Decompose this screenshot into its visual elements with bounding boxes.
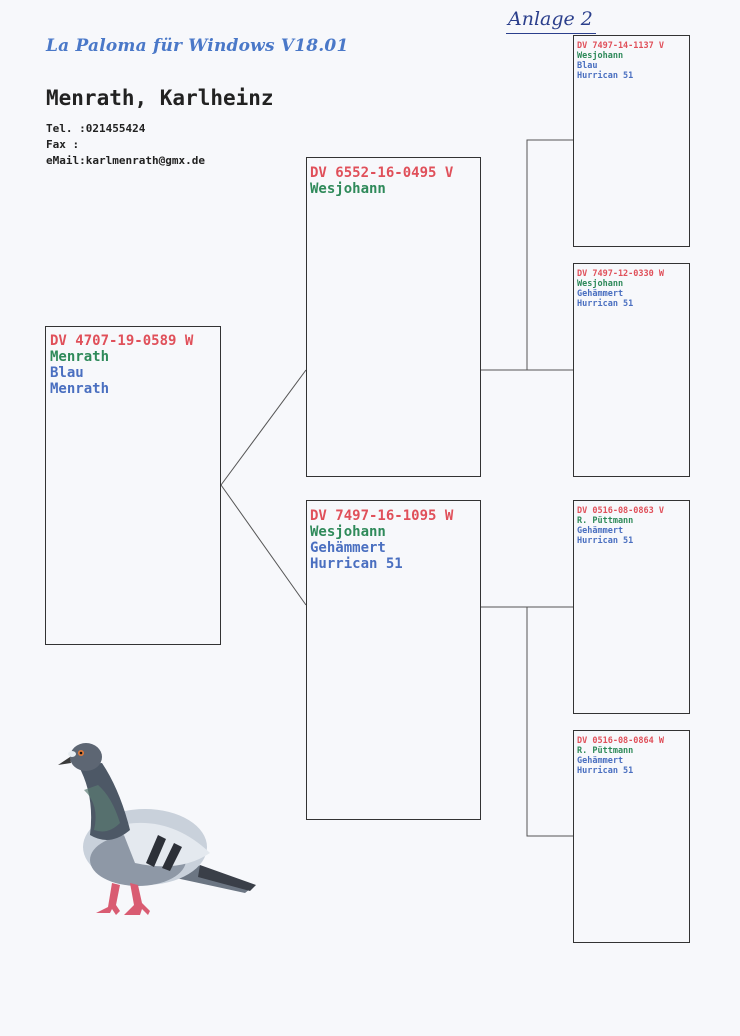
subject-line: Menrath [50,381,110,397]
sire-breeder: Wesjohann [310,181,386,197]
sire-ring-number: DV 6552-16-0495 V [310,165,454,181]
pedigree-box-sire-dam [573,263,690,477]
sire-sire-line: Hurrican 51 [577,71,634,81]
sire-dam-color: Gehämmert [577,289,624,299]
owner-name: Menrath, Karlheinz [46,86,274,110]
sire-sire-color: Blau [577,61,598,71]
dam-dam-breeder: R. Püttmann [577,746,634,756]
pedigree-box-dam [306,500,481,820]
dam-sire-ring-number: DV 0516-08-0863 V [577,506,664,516]
dam-sire-breeder: R. Püttmann [577,516,634,526]
connector-subject-sire [221,370,306,485]
subject-breeder: Menrath [50,349,110,365]
pedigree-box-subject [45,326,221,645]
subject-color: Blau [50,365,84,381]
sire-dam-ring-number: DV 7497-12-0330 W [577,269,664,279]
sire-dam-line: Hurrican 51 [577,299,634,309]
owner-email: eMail:karlmenrath@gmx.de [46,154,205,167]
sire-sire-ring-number: DV 7497-14-1137 V [577,41,664,51]
dam-breeder: Wesjohann [310,524,386,540]
pedigree-box-dam-dam [573,730,690,943]
connector-sire-sire [481,140,573,370]
pigeon-illustration [50,735,265,935]
handwritten-annotation: Anlage 2 [508,8,593,30]
dam-sire-line: Hurrican 51 [577,536,634,546]
pedigree-box-dam-sire [573,500,690,714]
sire-dam-breeder: Wesjohann [577,279,624,289]
connector-subject-dam [221,485,306,605]
owner-phone: Tel. :021455424 [46,122,146,135]
pedigree-box-sire [306,157,481,477]
connector-dam-dam [481,607,573,836]
dam-dam-ring-number: DV 0516-08-0864 W [577,736,664,746]
dam-sire-color: Gehämmert [577,526,624,536]
dam-line: Hurrican 51 [310,556,403,572]
pedigree-box-sire-sire [573,35,690,247]
dam-color: Gehämmert [310,540,386,556]
app-title: La Paloma für Windows V18.01 [46,36,349,56]
sire-sire-breeder: Wesjohann [577,51,624,61]
dam-dam-line: Hurrican 51 [577,766,634,776]
dam-dam-color: Gehämmert [577,756,624,766]
subject-ring-number: DV 4707-19-0589 W [50,333,194,349]
dam-ring-number: DV 7497-16-1095 W [310,508,454,524]
owner-fax: Fax : [46,138,80,151]
